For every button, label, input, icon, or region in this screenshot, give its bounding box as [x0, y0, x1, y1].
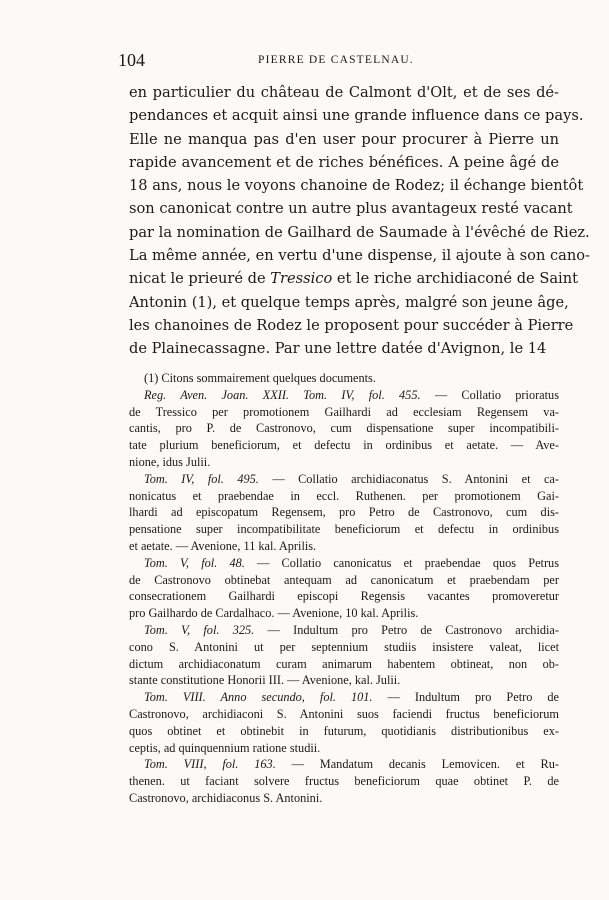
- footnote-reference: Tom. IV, fol. 495.: [144, 471, 259, 486]
- footnote-reference: Reg. Aven. Joan. XXII. Tom. IV, fol. 455.: [144, 387, 421, 402]
- text-run: et le riche archidiaconé de Saint: [332, 270, 578, 288]
- footnote-reference: Tom. VIII. Anno secundo, fol. 101.: [144, 690, 373, 705]
- footnote-line: quos obtinet et obtinebit in futurum, quotidianis distributionibus ex-: [129, 723, 559, 738]
- footnote-line: [129, 555, 559, 572]
- footnote-text: — Collatio prioratus: [420, 387, 559, 402]
- footnotes: [129, 370, 559, 807]
- footnote-reference: Tom. V, fol. 325.: [144, 622, 255, 637]
- running-title: PIERRE DE CASTELNAU.: [258, 54, 414, 66]
- main-text: [129, 81, 590, 361]
- footnote-line: cantis, pro P. de Castronovo, cum dispensatione super incompatibili-: [129, 421, 559, 436]
- text-line: pendances et acquit ainsi une grande influence dans ce pays.: [129, 107, 584, 125]
- text-line: les chanoines de Rodez le proposent pour succéder à Pierre: [129, 316, 574, 334]
- footnote-line: nione, idus Julii.: [129, 454, 211, 469]
- footnote-line: [129, 387, 559, 404]
- footnote-line: Castronovo, archidiaconi S. Antonini suos faciendi fructus beneficiorum: [129, 706, 559, 721]
- footnote-line: cono S. Antonini ut per septennium studiis insistere valeat, licet: [129, 639, 559, 654]
- footnote-line: thenen. ut faciant solvere fructus beneficiorum quae obtinet P. de: [129, 774, 559, 789]
- running-head: [118, 50, 490, 72]
- footnote-text: — Mandatum decanis Lemovicen. et Ru-: [275, 757, 559, 772]
- text-line: Elle ne manqua pas d'en user pour procurer à Pierre un: [129, 130, 559, 148]
- footnote-text: — Indultum pro Petro de: [372, 690, 559, 705]
- footnote-text: — Collatio archidiaconatus S. Antonini et ca-: [258, 471, 559, 486]
- footnote-reference: Tom. VIII, fol. 163.: [144, 757, 276, 772]
- text-line: de Plainecassagne. Par une lettre datée d'Avignon, le 14: [129, 340, 547, 358]
- footnote-line: [129, 471, 559, 488]
- footnote-text: — Collatio canonicatus et praebendae quos Petrus: [244, 555, 559, 570]
- footnote-line: dictum archidiaconatum curam animarum habentem obtineat, non ob-: [129, 656, 559, 671]
- text-line: [129, 267, 578, 290]
- text-line: La même année, en vertu d'une dispense, il ajoute à son cano-: [129, 247, 590, 265]
- footnote-line: [129, 622, 559, 639]
- footnote-line: de Castronovo obtinebat antequam ad canonicatum et praebendam per: [129, 572, 559, 587]
- footnote-line: ceptis, ad quinquennium ratione studii.: [129, 740, 321, 755]
- footnote-line: tate plurium beneficiorum, et defectu in ordinibus et aetate. — Ave-: [129, 438, 559, 453]
- text-line: rapide avancement et de riches bénéfices. A peine âgé de: [129, 153, 559, 171]
- text-run: nicat le prieuré de: [129, 270, 271, 288]
- footnote-line: Castronovo, archidiaconus S. Antonini.: [129, 790, 323, 805]
- footnote-line: [129, 689, 559, 706]
- text-line: par la nomination de Gailhard de Saumade à l'évêché de Riez.: [129, 223, 590, 241]
- footnote-line: et aetate. — Avenione, 11 kal. Aprilis.: [129, 538, 317, 553]
- page-number: 104: [118, 50, 145, 70]
- footnote-line: [129, 756, 559, 773]
- footnote-intro: (1) Citons sommairement quelques documents.: [144, 371, 376, 385]
- footnote-text: — Indultum pro Petro de Castronovo archidia-: [254, 622, 559, 637]
- text-line: son canonicat contre un autre plus avantageux resté vacant: [129, 200, 573, 218]
- place-name-italic: Tressico: [270, 270, 333, 288]
- text-line: 18 ans, nous le voyons chanoine de Rodez; il échange bientôt: [129, 177, 584, 195]
- text-line: en particulier du château de Calmont d'Olt, et de ses dé-: [129, 84, 559, 101]
- footnote-line: pro Gailhardo de Cardalhaco. — Avenione, 10 kal. Aprilis.: [129, 606, 419, 621]
- footnote-reference: Tom. V, fol. 48.: [144, 555, 245, 570]
- footnote-line: stante constitutione Honorii III. — Avenione, kal. Julii.: [129, 673, 401, 688]
- footnote-line: de Tressico per promotionem Gailhardi ad ecclesiam Regensem va-: [129, 404, 559, 419]
- footnote-line: lhardi ad episcopatum Regensem, pro Petro de Castronovo, cum dis-: [129, 505, 559, 520]
- footnote-line: pensatione super incompatibilitate beneficiorum et defectu in ordinibus: [129, 522, 559, 537]
- text-line: Antonin (1), et quelque temps après, malgré son jeune âge,: [129, 293, 569, 311]
- footnote-line: consecrationem Gailhardi episcopi Regensis vacantes promoveretur: [129, 589, 559, 604]
- footnote-line: nonicatus et praebendae in eccl. Ruthenen. per promotionem Gai-: [129, 488, 559, 503]
